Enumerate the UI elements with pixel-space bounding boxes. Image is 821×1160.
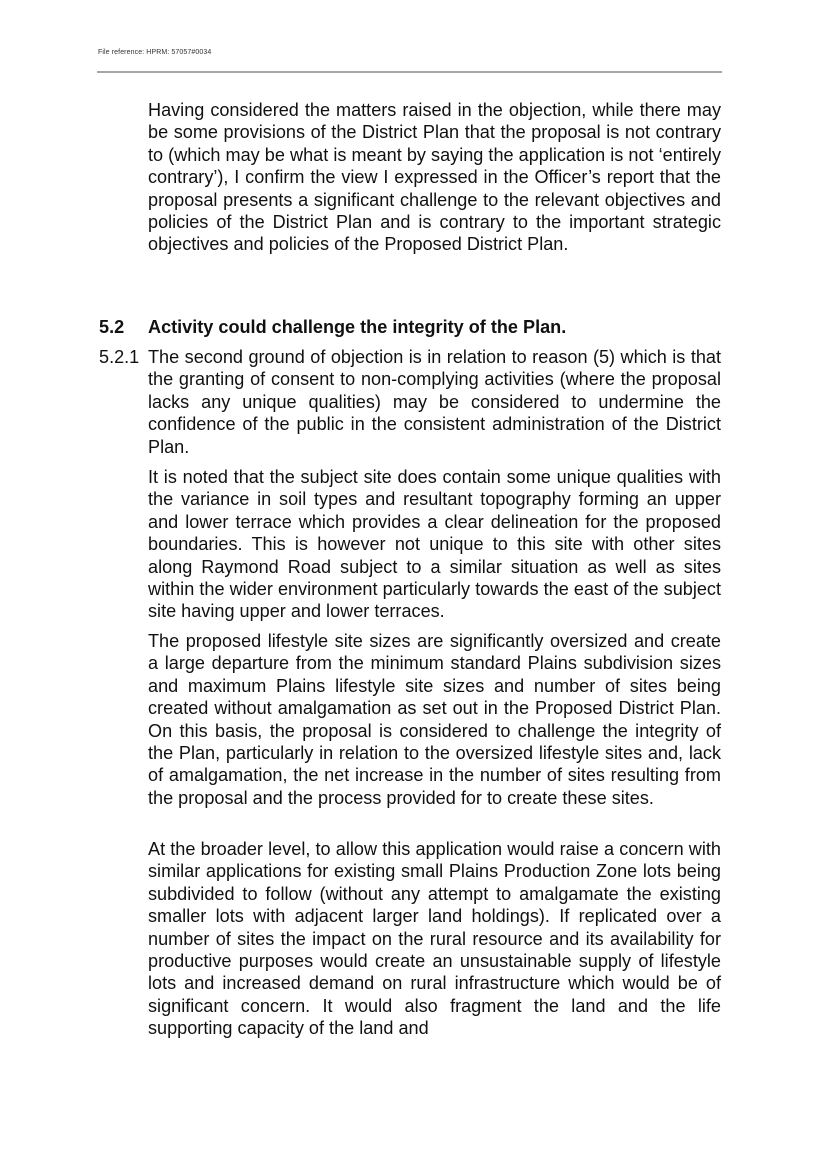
subsection-number: 5.2.1 <box>99 347 140 367</box>
subsection-paragraph-3: The proposed lifestyle site sizes are significantly oversized and create a large departure from the minimum standard Plains subdivision sizes and maximum Plains lifestyle site sizes and number of sites being created without amalgamation as set out in the Proposed District Plan. On this basis, the proposal is considered to challenge the integrity of the Plan, particularly in relation to the oversized lifestyle sites and, lack of amalgamation, the net increase in the number of sites resulting from the proposal and the process provided for to create these sites. <box>148 631 721 808</box>
section-number: 5.2 <box>99 317 125 337</box>
file-reference: File reference: HPRM: 57057#0034 <box>98 49 212 56</box>
subsection-paragraph-2: It is noted that the subject site does contain some unique qualities with the variance in soil types and resultant topography forming an upper and lower terrace which provides a clear delineation for the proposed boundaries. This is however not unique to this site with other sites along Raymond Road subject to a similar situation as well as sites within the wider environment particularly towards the east of the subject site having upper and lower terraces. <box>148 467 721 622</box>
section-heading <box>99 316 566 338</box>
section-title: Activity could challenge the integrity of the Plan. <box>148 317 567 337</box>
subsection-paragraph-1: The second ground of objection is in relation to reason (5) which is that the granting of consent to non-complying activities (where the proposal lacks any unique qualities) may be considered to undermine the confidence of the public in the consistent administration of the District Plan. <box>148 347 721 457</box>
header-divider <box>97 71 722 73</box>
intro-paragraph: Having considered the matters raised in the objection, while there may be some provisions of the District Plan that the proposal is not contrary to (which may be what is meant by saying the application is not ‘entirely contrary’), I confirm the view I expressed in the Officer’s report that the proposal presents a significant challenge to the relevant objectives and policies of the District Plan and is contrary to the important strategic objectives and policies of the Proposed District Plan. <box>148 100 721 255</box>
subsection-paragraph-4: At the broader level, to allow this application would raise a concern with similar applications for existing small Plains Production Zone lots being subdivided to follow (without any attempt to amalgamate the existing smaller lots with adjacent larger land holdings). If replicated over a number of sites the impact on the rural resource and its availability for productive purposes would create an unsustainable supply of lifestyle lots and increased demand on rural infrastructure which would be of significant concern. It would also fragment the land and the life supporting capacity of the land and <box>148 839 721 1039</box>
